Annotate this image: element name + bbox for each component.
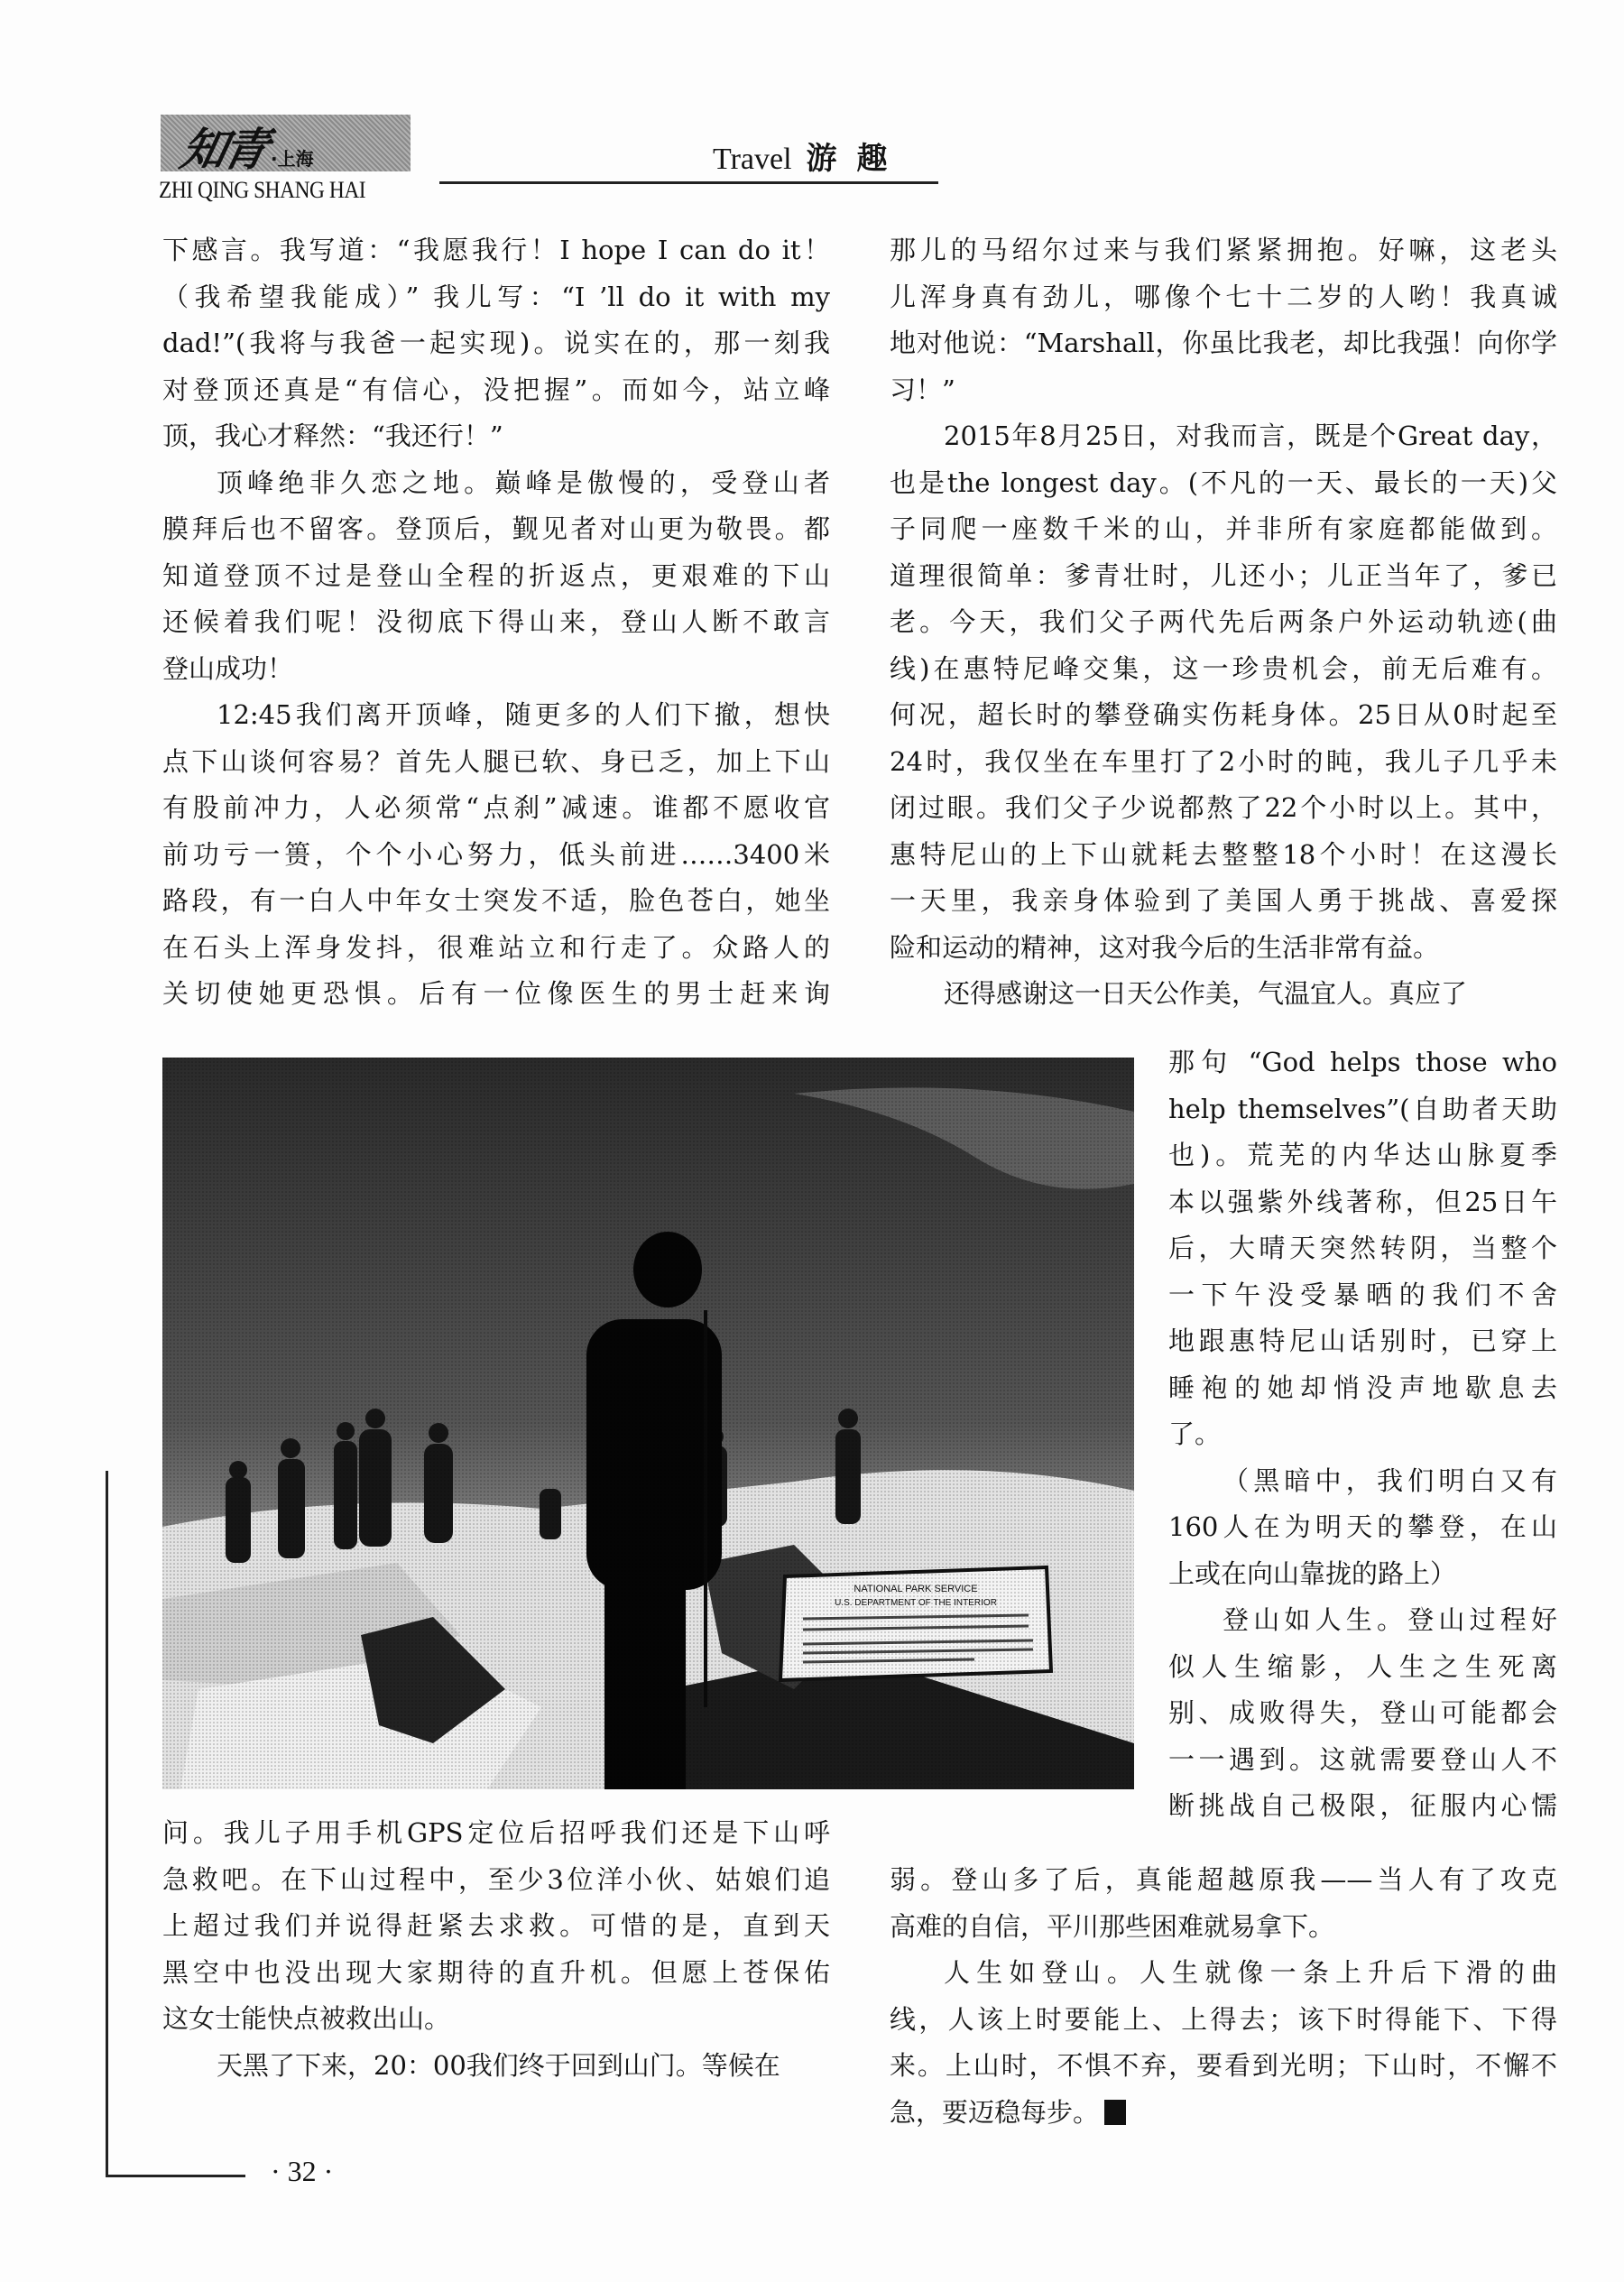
column-left-bottom <box>162 1810 830 2089</box>
text-line: 儿浑身真有劲儿，哪像个七十二岁的人哟！我真诚 <box>890 281 1557 312</box>
text-line: 后，大晴天突然转阴，当整个 <box>1168 1233 1557 1263</box>
text-line: 顶，我心才释然：“我还行！” <box>162 420 503 451</box>
text-line: 还得感谢这一日天公作美，气温宜人。真应了 <box>944 978 1468 1009</box>
text-line: 了。 <box>1168 1418 1222 1449</box>
text-line: 膜拜后也不留客。登顶后，觐见者对山更为敬畏。都 <box>162 513 830 544</box>
text-line: 那句 “God helps those who <box>1168 1047 1557 1077</box>
column-right-top <box>890 227 1557 1018</box>
section-title-en: Travel <box>713 143 792 176</box>
text-line: 黑空中也没出现大家期待的直升机。但愿上苍保佑 <box>162 1956 830 1988</box>
section-title <box>713 134 908 178</box>
text-line: 登山成功！ <box>162 652 294 684</box>
page-frame-left-rule <box>106 1471 108 2176</box>
text-line: 来。上山时，不惧不弃，要看到光明；下山时，不懈不 <box>890 2050 1557 2081</box>
text-line: 别、成败得失，登山可能都会 <box>1168 1697 1557 1728</box>
text-line: 160人在为明天的攀登，在山 <box>1168 1511 1557 1542</box>
text-line: 那儿的马绍尔过来与我们紧紧拥抱。好嘛，这老头 <box>890 235 1557 265</box>
text-line: 线)在惠特尼峰交集，这一珍贵机会，前无后难有。 <box>890 652 1557 684</box>
text-line: 问。我儿子用手机GPS定位后招呼我们还是下山呼 <box>162 1817 830 1848</box>
text-line: 在石头上浑身发抖，很难站立和行走了。众路人的 <box>162 931 830 963</box>
text-line: 习！” <box>890 374 955 405</box>
text-line: 这女士能快点被救出山。 <box>162 2003 451 2034</box>
text-line: 路段，有一白人中年女士突发不适，脸色苍白，她坐 <box>162 885 830 916</box>
text-line: 何况，超长时的攀登确实伤耗身体。25日从0时起至 <box>890 699 1557 730</box>
text-line: 前功亏一篑，个个小心努力，低头前进……3400米 <box>162 838 830 870</box>
text-line: 也是the longest day。(不凡的一天、最长的一天)父 <box>890 467 1557 498</box>
text-line: 2015年8月25日，对我而言，既是个Great day， <box>944 420 1557 451</box>
column-right-bottom <box>890 1857 1557 2136</box>
text-line: 顶峰绝非久恋之地。巅峰是傲慢的，受登山者 <box>217 467 830 498</box>
summit-photo <box>162 1058 1134 1789</box>
text-line: 一下午没受暴晒的我们不舍 <box>1168 1279 1557 1310</box>
text-line: 24时，我仅坐在车里打了2小时的盹，我儿子几乎未 <box>890 745 1557 777</box>
text-line: 老。今天，我们父子两代先后两条户外运动轨迹(曲 <box>890 606 1557 637</box>
text-line: 断挑战自己极限，征服内心懦 <box>1168 1790 1557 1821</box>
text-line: （黑暗中，我们明白又有 <box>1223 1464 1557 1496</box>
text-line: 急，要迈稳每步。 <box>890 2090 1557 2137</box>
column-left-top <box>162 227 830 1018</box>
text-line: 高难的自信，平川那些困难就易拿下。 <box>890 1910 1335 1942</box>
text-line: （我希望我能成）” 我儿写：“I ’ll do it with my <box>162 281 830 312</box>
text-line: dad!”(我将与我爸一起实现)。说实在的，那一刻我 <box>162 328 830 358</box>
end-of-article-mark <box>1104 2100 1126 2125</box>
header-rule <box>439 181 938 184</box>
halftone-overlay <box>162 1058 1134 1789</box>
text-line: 似人生缩影，人生之生死离 <box>1168 1650 1557 1682</box>
text-line: 线，人该上时要能上、上得去；该下时得能下、下得 <box>890 2003 1557 2035</box>
text-line: 急救吧。在下山过程中，至少3位洋小伙、姑娘们追 <box>162 1863 830 1895</box>
text-line: 知道登顶不过是登山全程的折返点，更艰难的下山 <box>162 559 830 591</box>
text-line: 一天里，我亲身体验到了美国人勇于挑战、喜爱探 <box>890 885 1557 916</box>
text-line: 对登顶还真是“有信心，没把握”。而如今，站立峰 <box>162 374 830 405</box>
text-line: 点下山谈何容易？首先人腿已软、身已乏，加上下山 <box>162 745 830 777</box>
text-line: 睡袍的她却悄没声地歇息去 <box>1168 1372 1557 1403</box>
text-line: 12:45我们离开顶峰，随更多的人们下撤，想快 <box>217 699 830 730</box>
text-line: 天黑了下来，20：00我们终于回到山门。等候在 <box>217 2049 780 2081</box>
text-line: 道理很简单：爹青壮时，儿还小；儿正当年了，爹已 <box>890 559 1557 591</box>
text-line: 地跟惠特尼山话别时，已穿上 <box>1168 1326 1557 1356</box>
text-line: 子同爬一座数千米的山，并非所有家庭都能做到。 <box>890 513 1557 544</box>
masthead-logo-city: ·上海 <box>271 148 314 170</box>
page-number: · 32 · <box>271 2155 334 2187</box>
text-line: 上超过我们并说得赶紧去求救。可惜的是，直到天 <box>162 1910 830 1941</box>
text-line: 本以强紫外线著称，但25日午 <box>1168 1186 1557 1217</box>
page-frame-bottom-rule <box>106 2175 245 2177</box>
text-line: 闭过眼。我们父子少说都熬了22个小时以上。其中， <box>890 792 1557 823</box>
text-line: help themselves”(自助者天助 <box>1168 1093 1557 1124</box>
text-line: 一一遇到。这就需要登山人不 <box>1168 1743 1557 1775</box>
section-title-cn: 游趣 <box>806 143 908 176</box>
text-line: 下感言。我写道：“我愿我行！I hope I can do it！ <box>162 235 830 265</box>
text-line: 上或在向山靠拢的路上） <box>1168 1557 1457 1589</box>
text-line: 弱。登山多了后，真能超越原我——当人有了攻克 <box>890 1864 1557 1895</box>
text-line: 也)。荒芜的内华达山脉夏季 <box>1168 1140 1557 1170</box>
text-line: 还候着我们呢！没彻底下得山来，登山人断不敢言 <box>162 606 830 637</box>
text-line: 地对他说：“Marshall，你虽比我老，却比我强！向你学 <box>890 328 1557 358</box>
text-line: 人生如登山。人生就像一条上升后下滑的曲 <box>944 1957 1557 1988</box>
masthead-logo-script: 知青 <box>175 123 271 176</box>
summit-photo-illustration <box>162 1058 1134 1789</box>
column-right-narrow <box>1168 1039 1557 1830</box>
masthead-subtitle: ZHI QING SHANG HAI <box>159 177 366 203</box>
text-line: 关切使她更恐惧。后有一位像医生的男士赶来询 <box>162 978 830 1009</box>
text-line: 险和运动的精神，这对我今后的生活非常有益。 <box>890 931 1440 963</box>
text-line: 登山如人生。登山过程好 <box>1223 1604 1557 1635</box>
text-line: 惠特尼山的上下山就耗去整整18个小时！在这漫长 <box>890 838 1557 870</box>
text-line: 有股前冲力，人必须常“点刹”减速。谁都不愿收官 <box>162 792 830 823</box>
